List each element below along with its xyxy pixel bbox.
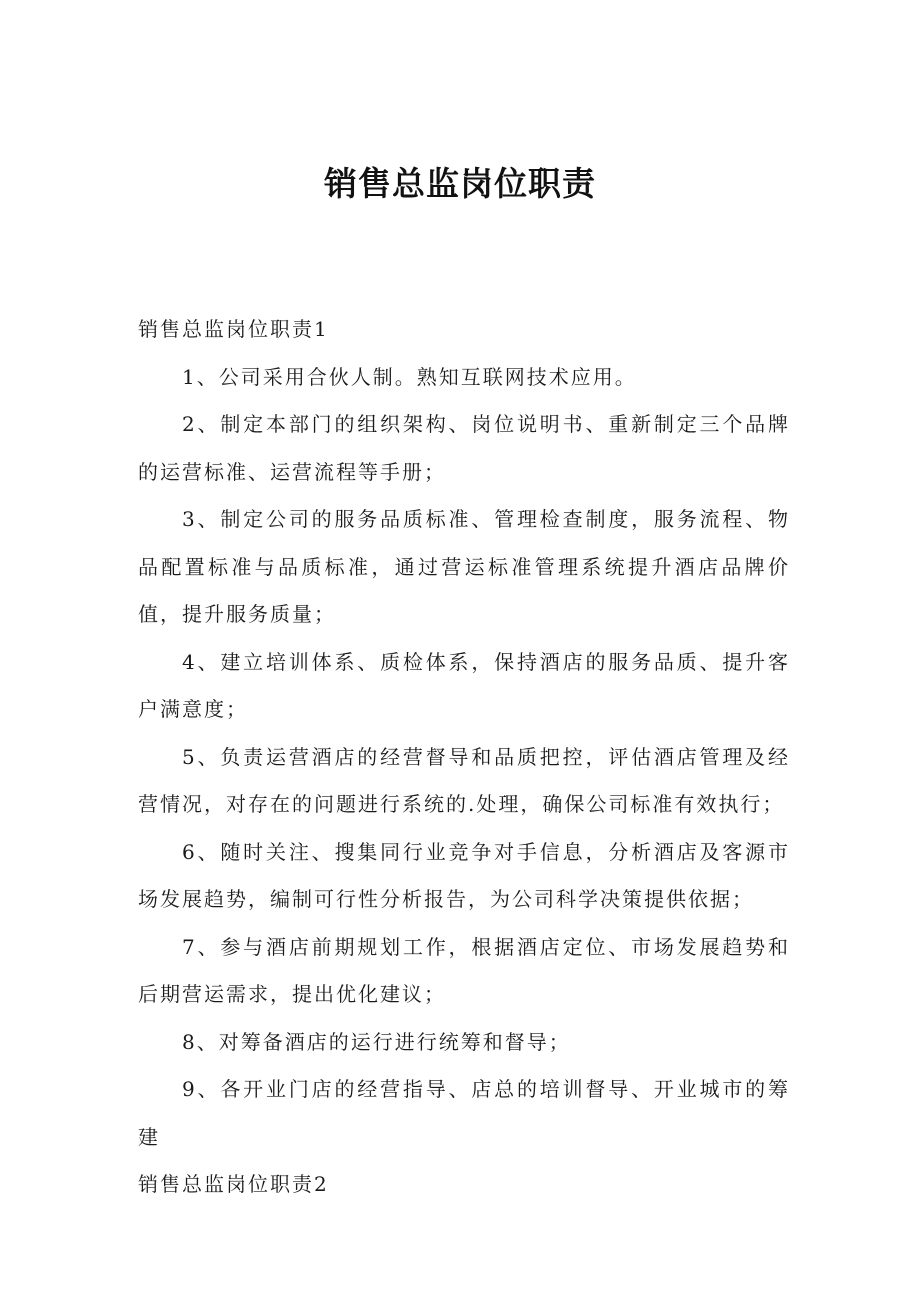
section-heading-2: 销售总监岗位职责2 — [138, 1172, 329, 1196]
document-body — [138, 306, 790, 1209]
section-heading-1: 销售总监岗位职责1 — [138, 317, 329, 341]
duty-item-6: 6、随时关注、搜集同行业竞争对手信息，分析酒店及客源市场发展趋势，编制可行性分析报告，为公司科学决策提供依据； — [138, 839, 790, 911]
duty-item-5: 5、负责运营酒店的经营督导和品质把控，评估酒店管理及经营情况，对存在的问题进行系统的.处理，确保公司标准有效执行； — [138, 744, 790, 816]
duty-item-2: 2、制定本部门的组织架构、岗位说明书、重新制定三个品牌的运营标准、运营流程等手册； — [138, 412, 790, 484]
duty-item-8: 8、对筹备酒店的运行进行统筹和督导； — [182, 1029, 571, 1054]
duty-item-1: 1、公司采用合伙人制。熟知互联网技术应用。 — [182, 364, 637, 389]
duty-item-4: 4、建立培训体系、质检体系，保持酒店的服务品质、提升客户满意度； — [138, 649, 790, 721]
duty-item-9: 9、各开业门店的经营指导、店总的培训督导、开业城市的筹建 — [138, 1077, 790, 1149]
document-title: 销售总监岗位职责 — [324, 164, 596, 203]
duty-item-3: 3、制定公司的服务品质标准、管理检查制度，服务流程、物品配置标准与品质标准，通过营运标准管理系统提升酒店品牌价值，提升服务质量； — [138, 507, 790, 626]
duty-item-7: 7、参与酒店前期规划工作，根据酒店定位、市场发展趋势和后期营运需求，提出优化建议； — [138, 934, 790, 1006]
